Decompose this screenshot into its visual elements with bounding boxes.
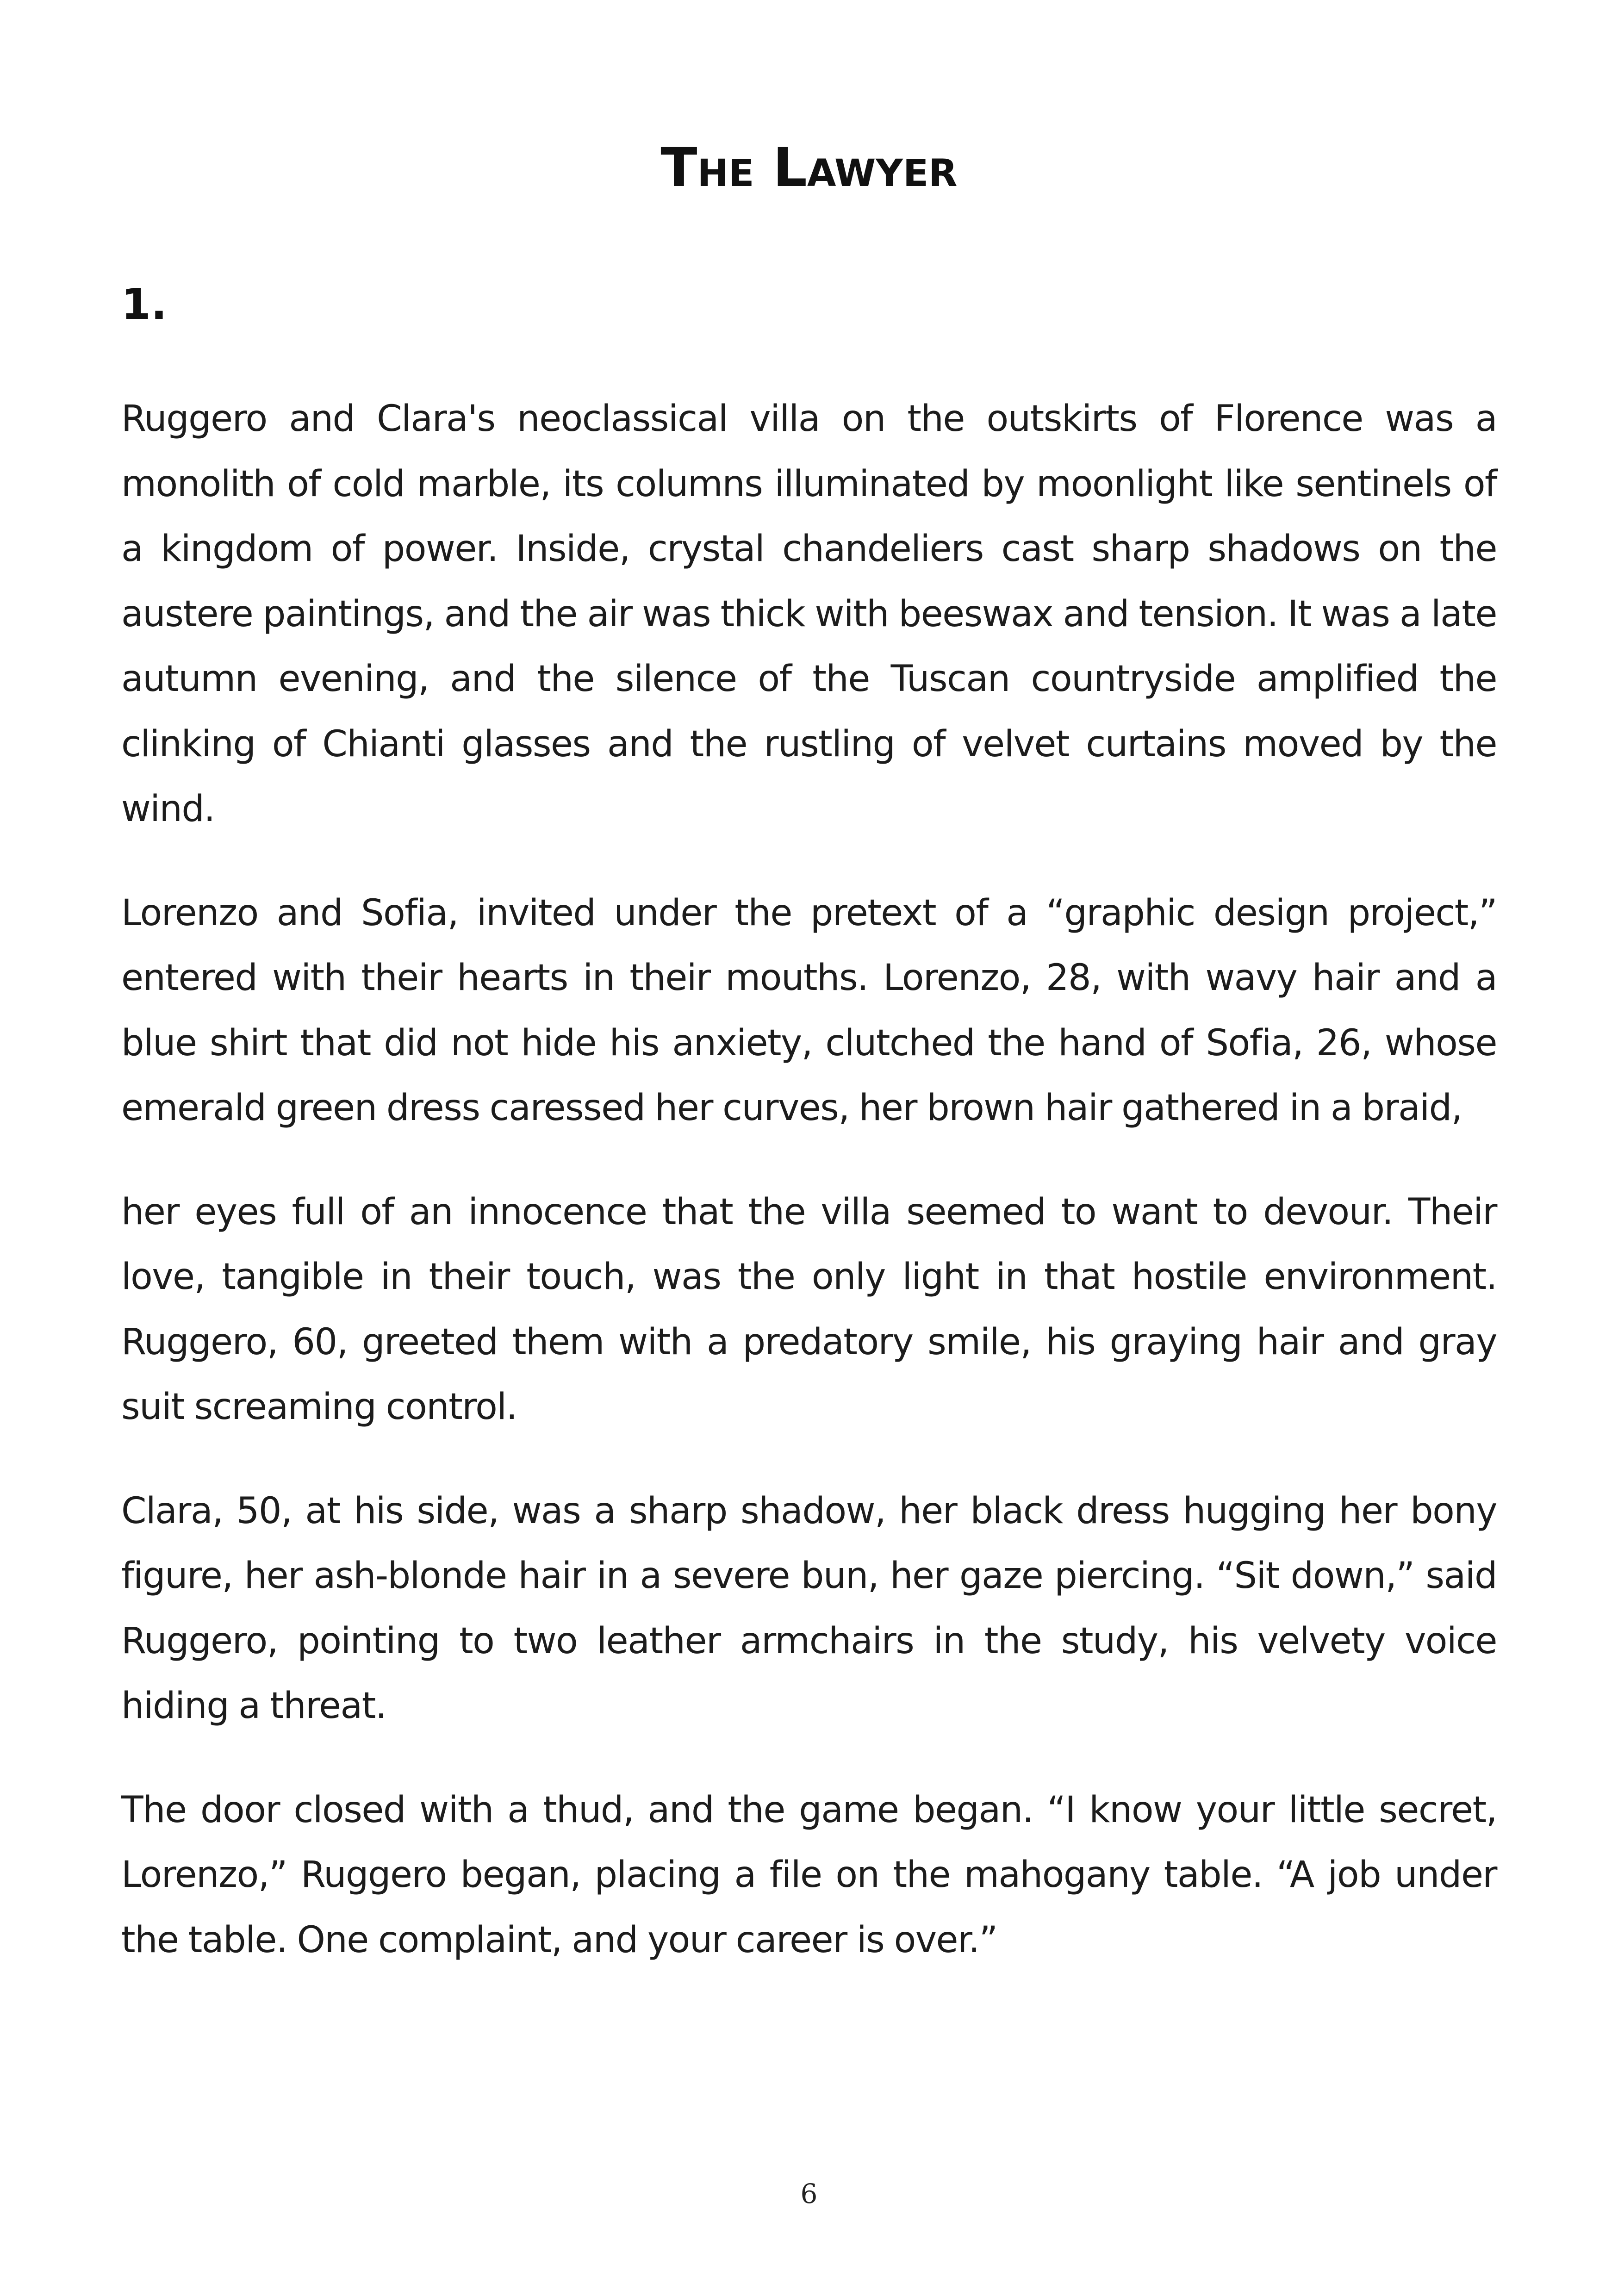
paragraph: The door closed with a thud, and the game began. “I know your little secret, Lorenzo,” Ruggero began, placing a file on the mahogany table. “A job under the table. One complaint, and your career is over.” xyxy=(121,1789,1497,1961)
chapter-number: 1. xyxy=(121,280,167,329)
body-text xyxy=(121,386,1497,2011)
page-number: 6 xyxy=(800,2178,818,2209)
paragraph: Clara, 50, at his side, was a sharp shadow, her black dress hugging her bony figure, her ash-blonde hair in a severe bun, her gaze piercing. “Sit down,” said Ruggero, pointing to two leather armchairs in the study, his velvety voice hiding a threat. xyxy=(121,1490,1497,1727)
paragraph: Ruggero and Clara's neoclassical villa on the outskirts of Florence was a monolith of cold marble, its columns illuminated by moonlight like sentinels of a kingdom of power. Inside, crystal chandeliers cast sharp shadows on the austere paintings, and the air was thick with beeswax and tension. It was a late autumn evening, and the silence of the Tuscan countryside amplified the clinking of Chianti glasses and the rustling of velvet curtains moved by the wind. xyxy=(121,398,1497,830)
paragraph: Lorenzo and Sofia, invited under the pretext of a “graphic design project,” entered with their hearts in their mouths. Lorenzo, 28, with wavy hair and a blue shirt that did not hide his anxiety, clutched the hand of Sofia, 26, whose emerald green dress caressed her curves, her brown hair gathered in a braid, xyxy=(121,892,1497,1129)
page-title: The Lawyer xyxy=(660,136,958,199)
paragraph: her eyes full of an innocence that the villa seemed to want to devour. Their love, tangible in their touch, was the only light in that hostile environment. Ruggero, 60, greeted them with a predatory smile, his graying hair and gray suit screaming control. xyxy=(121,1191,1497,1428)
